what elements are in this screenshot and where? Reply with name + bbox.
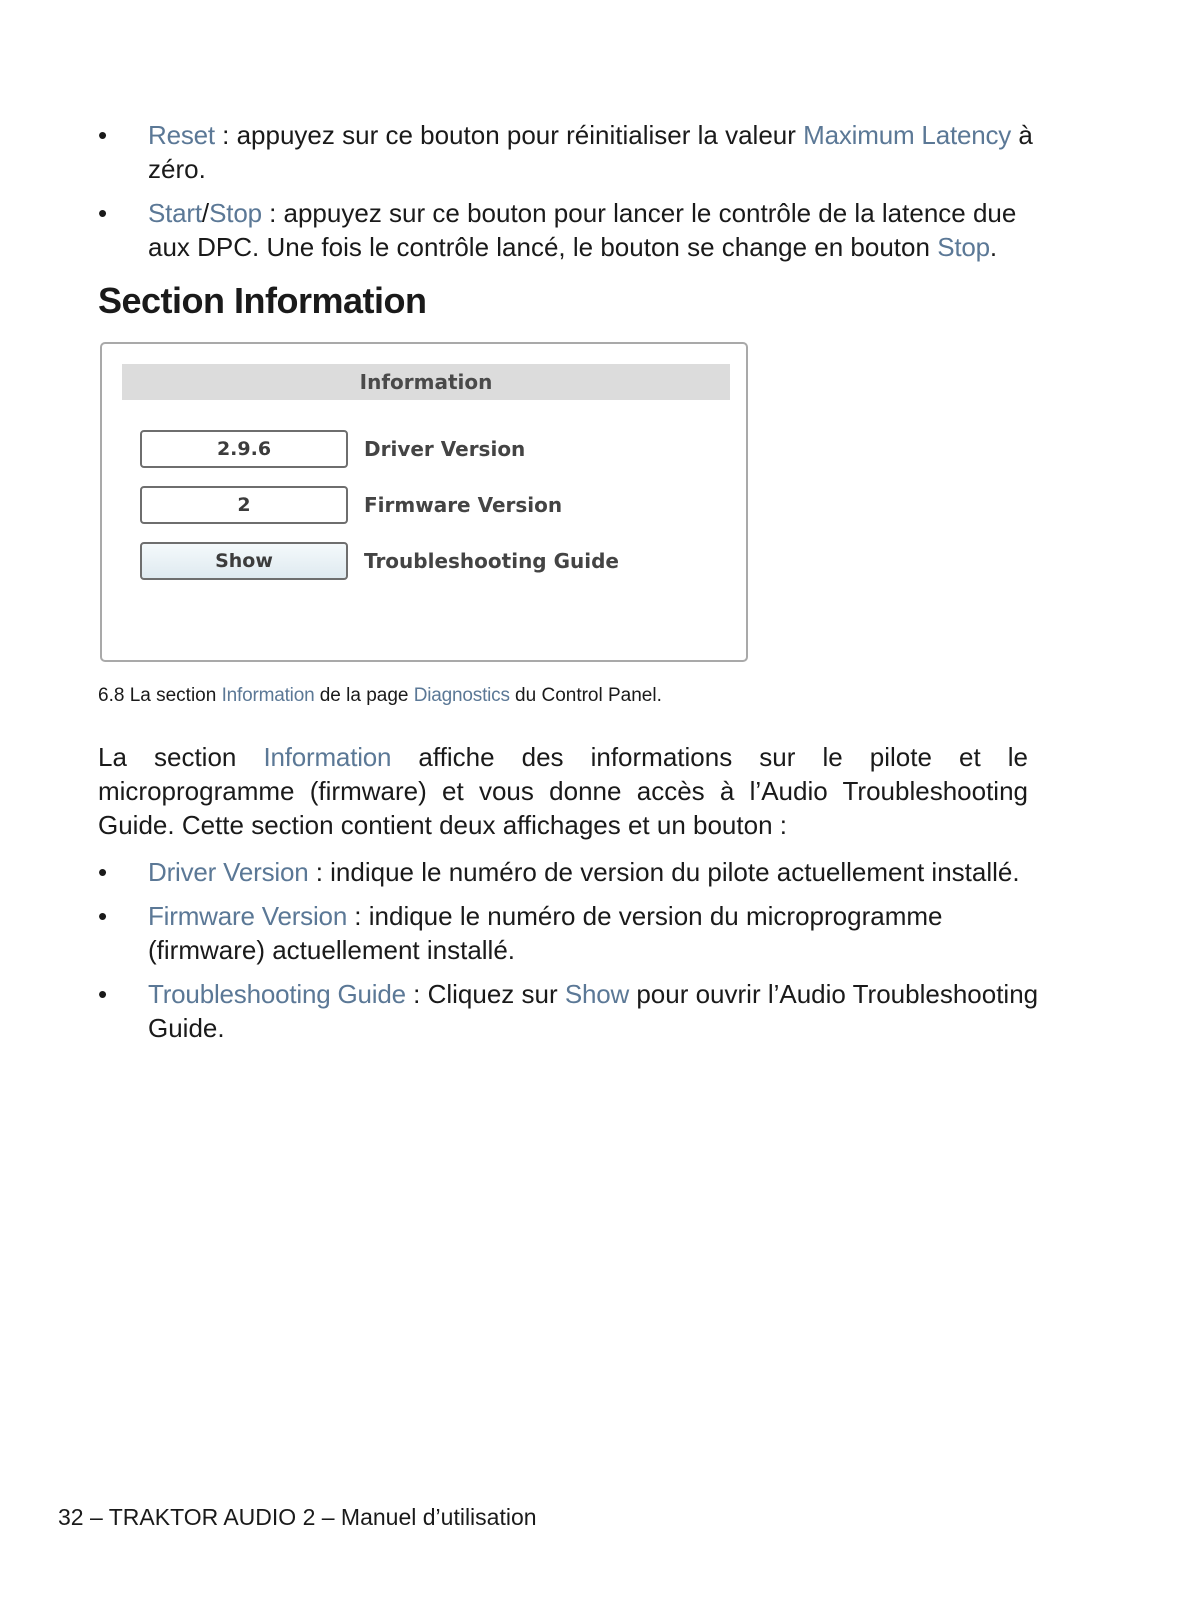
ui-term-information: Information xyxy=(263,742,392,772)
panel-header: Information xyxy=(122,364,730,400)
show-button[interactable]: Show xyxy=(140,542,348,580)
firmware-version-display: 2 xyxy=(140,486,348,524)
ui-term-reset: Reset xyxy=(148,120,215,150)
driver-version-row xyxy=(140,430,700,466)
ui-term-troubleshooting-guide: Troubleshooting Guide xyxy=(148,979,406,1009)
firmware-version-label: Firmware Version xyxy=(364,493,563,517)
ui-term-show: Show xyxy=(564,979,630,1009)
bullet-driver-version xyxy=(98,855,1058,889)
bullet-start-stop xyxy=(98,196,1058,264)
driver-version-label: Driver Version xyxy=(364,437,526,461)
caption-text: de la page xyxy=(314,685,414,706)
bullet-reset xyxy=(98,118,1058,186)
driver-version-display: 2.9.6 xyxy=(140,430,348,468)
bullet-text: : Cliquez sur xyxy=(405,979,565,1009)
bottom-bullet-list xyxy=(98,855,1058,1055)
troubleshooting-guide-label: Troubleshooting Guide xyxy=(364,549,619,573)
ui-term-firmware-version: Firmware Version xyxy=(148,901,348,931)
caption-text: 6.8 La section xyxy=(98,685,222,706)
ui-term-stop: Stop xyxy=(209,198,262,228)
bullet-text: : indique le numéro de version du microprogramme (firmware) actuellement installé. xyxy=(148,901,943,965)
page-footer: 32 – TRAKTOR AUDIO 2 – Manuel d’utilisation xyxy=(58,1504,537,1530)
figure-caption xyxy=(98,683,662,709)
bullet-text: à zéro. xyxy=(148,120,1033,184)
bullet-text: pour ouvrir l’Audio Troubleshooting Guide. xyxy=(148,979,1039,1043)
bullet-glyph: • xyxy=(98,901,108,931)
ui-term-stop: Stop xyxy=(937,232,990,262)
body-paragraph xyxy=(98,740,1028,842)
bullet-glyph: • xyxy=(98,120,108,150)
caption-text: du Control Panel. xyxy=(509,685,662,706)
section-heading: Section Information xyxy=(98,280,427,321)
separator: / xyxy=(201,198,210,228)
ui-term-start: Start xyxy=(148,198,202,228)
bullet-glyph: • xyxy=(98,857,108,887)
firmware-version-row xyxy=(140,486,700,522)
information-panel xyxy=(100,342,748,662)
ui-term-maximum-latency: Maximum Latency xyxy=(803,120,1012,150)
ui-term-driver-version: Driver Version xyxy=(148,857,309,887)
bullet-glyph: • xyxy=(98,979,108,1009)
bullet-text: : indique le numéro de version du pilote actuellement installé. xyxy=(308,857,1020,887)
top-bullet-list xyxy=(98,118,1058,274)
bullet-text: : appuyez sur ce bouton pour lancer le contrôle de la latence due aux DPC. Une fois le contrôle lancé, le bouton se change en bouton xyxy=(148,198,1017,262)
paragraph-text: affiche des informations sur le pilote et le microprogramme (firmware) et vous donne accès à l’Audio Troubleshooting Guide. Cette section contient deux affichages et un bouton : xyxy=(98,742,1029,840)
troubleshooting-guide-row xyxy=(140,542,700,578)
bullet-firmware-version xyxy=(98,899,1058,967)
bullet-troubleshooting-guide xyxy=(98,977,1058,1045)
bullet-glyph: • xyxy=(98,198,108,228)
ui-term-diagnostics: Diagnostics xyxy=(413,685,510,706)
paragraph-text: La section xyxy=(98,742,264,772)
bullet-text: . xyxy=(989,232,998,262)
ui-term-information: Information xyxy=(221,685,315,706)
bullet-text: : appuyez sur ce bouton pour réinitialiser la valeur xyxy=(214,120,804,150)
